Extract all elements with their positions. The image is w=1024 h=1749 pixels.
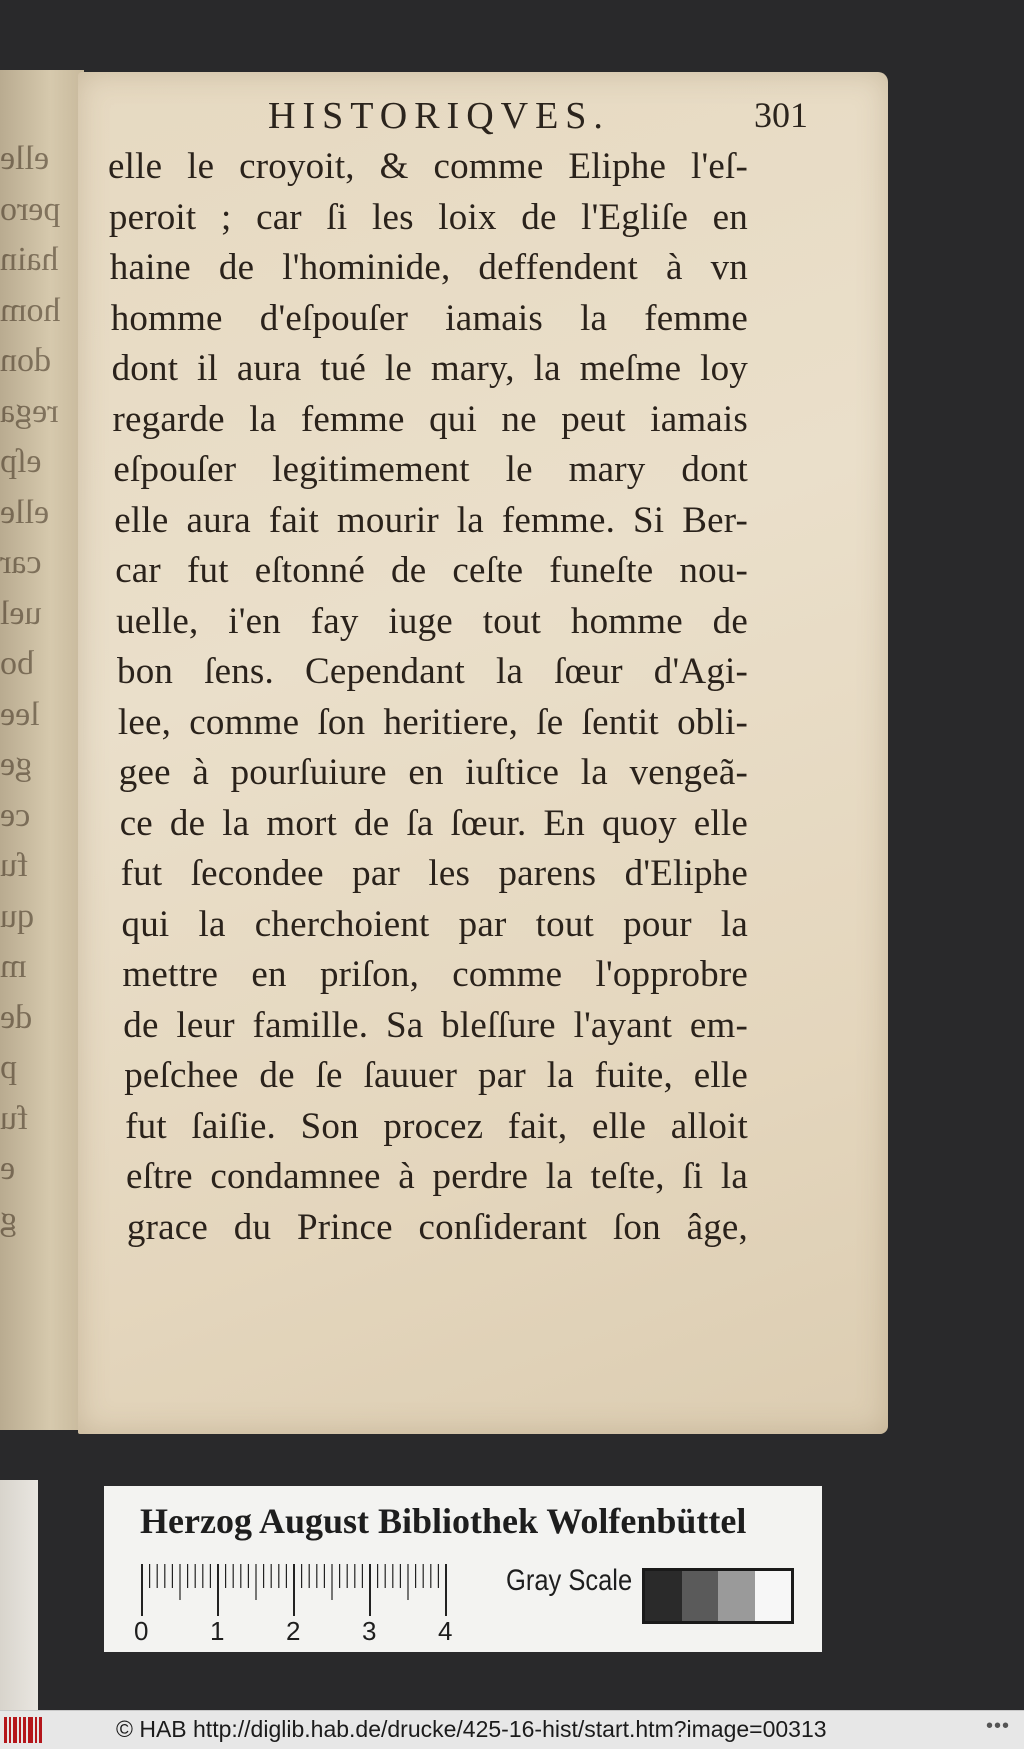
facing-page-fragment: rega: [0, 392, 59, 430]
facing-page-fragment: elle: [0, 140, 50, 177]
barcode-bar: [19, 1717, 21, 1743]
facing-page-fragment: e: [0, 1150, 16, 1187]
library-name: Herzog August Bibliothek Wolfenbüttel: [140, 1501, 747, 1541]
facing-page-fragment: don: [0, 342, 51, 379]
ruler-label-3: 3: [362, 1616, 377, 1646]
text-line: car fut eſtonné de ceſte funeſte nou-: [115, 550, 748, 591]
facing-page-fragment: fu: [0, 1099, 29, 1137]
scale-ruler: [134, 1564, 480, 1646]
facing-page-edge: [0, 70, 84, 1430]
facing-page-fragment: eſp: [0, 443, 42, 480]
gray-scale-label: Gray Scale: [506, 1564, 633, 1597]
text-line: haine de l'hominide, deffendent à vn: [109, 247, 748, 288]
page-number: 301: [754, 95, 808, 135]
ruler-ticks: [140, 1564, 480, 1618]
barcode-bar: [39, 1717, 42, 1743]
text-line: gee à pourſuiure en iuſtice la vengeã-: [118, 752, 748, 793]
text-line: mettre en priſon, comme l'opprobre: [122, 954, 748, 995]
text-line: grace du Prince conſiderant ſon âge,: [126, 1206, 748, 1248]
book-page: [78, 72, 888, 1434]
text-line: uelle, i'en fay iuge tout homme de: [116, 600, 748, 642]
running-head: HISTORIQVES.: [268, 95, 610, 137]
color-scale-target: [104, 1486, 822, 1652]
facing-page-fragment: pero: [0, 190, 61, 228]
facing-page-fragment: fu: [0, 847, 29, 884]
gray-patch: [718, 1571, 755, 1621]
text-line: ce de la mort de ſa ſœur. En quoy elle: [119, 802, 748, 844]
text-line: bon ſens. Cependant la ſœur d'Agi-: [117, 651, 748, 692]
text-line: elle le croyoit, & comme Eliphe l'eſ-: [108, 146, 748, 187]
ruler-label-1: 1: [210, 1616, 225, 1646]
text-line: fut ſaiſie. Son procez fait, elle alloit: [125, 1105, 748, 1147]
facing-page-fragment: elle: [0, 493, 50, 531]
facing-page-fragment: ge: [0, 746, 33, 783]
facing-page-fragment: g: [0, 1200, 17, 1238]
barcode-logo-icon: [4, 1717, 44, 1743]
text-line: regarde la femme qui ne peut iamais: [112, 398, 748, 440]
text-line: homme d'eſpouſer iamais la femme: [110, 297, 748, 339]
barcode-bar: [23, 1717, 26, 1743]
text-line: dont il aura tué le mary, la meſme loy: [111, 348, 748, 389]
barcode-bar: [9, 1717, 11, 1743]
facing-page-fragment: uel: [0, 594, 42, 632]
facing-page-fragment: bo: [0, 645, 34, 682]
facing-page-fragment: p: [0, 1049, 17, 1086]
ruler-label-2: 2: [286, 1616, 301, 1646]
page-header: [188, 94, 808, 144]
barcode-bar: [35, 1717, 37, 1743]
barcode-bar: [4, 1717, 7, 1743]
text-line: de leur famille. Sa bleſſure l'ayant em-: [123, 1004, 748, 1046]
more-options-icon[interactable]: •••: [985, 1715, 1010, 1737]
text-line: lee, comme ſon heritiere, ſe ſentit obli-: [117, 701, 748, 743]
gray-scale-patches: [642, 1568, 794, 1624]
gray-patch: [645, 1571, 682, 1621]
text-line: eſpouſer legitimement le mary dont: [113, 449, 748, 490]
ruler-label-4: 4: [438, 1616, 453, 1646]
body-text: [108, 142, 748, 1253]
text-line: eſtre condamnee à perdre la teſte, ſi la: [126, 1156, 748, 1197]
facing-page-sliver: [0, 1480, 38, 1710]
facing-page-fragment: ce: [0, 796, 31, 834]
text-line: fut ſecondee par les parens d'Eliphe: [120, 853, 748, 894]
facing-page-fragment: m: [0, 948, 27, 985]
gray-patch: [755, 1571, 792, 1621]
facing-page-fragment: car: [0, 544, 42, 581]
footer-bar: [0, 1710, 1024, 1749]
text-line: peroit ; car ſi les loix de l'Egliſe en: [108, 196, 748, 238]
facing-page-fragment: qu: [0, 897, 34, 935]
ruler-label-0: 0: [134, 1616, 149, 1646]
facing-page-fragment: hom: [0, 291, 61, 329]
barcode-bar: [13, 1717, 17, 1743]
barcode-bar: [28, 1717, 33, 1743]
facing-page-fragment: lee: [0, 695, 40, 733]
facing-page-fragment: de: [0, 998, 33, 1036]
gray-patch: [682, 1571, 719, 1621]
footer-credit-link[interactable]: © HAB http://diglib.hab.de/drucke/425-16-hist/start.htm?image=00313: [116, 1716, 827, 1742]
text-line: peſchee de ſe ſauuer par la fuite, elle: [124, 1055, 748, 1096]
text-line: qui la cherchoient par tout pour la: [121, 903, 748, 945]
facing-page-fragment: hain: [0, 241, 59, 278]
text-line: elle aura fait mourir la femme. Si Ber-: [114, 499, 748, 541]
